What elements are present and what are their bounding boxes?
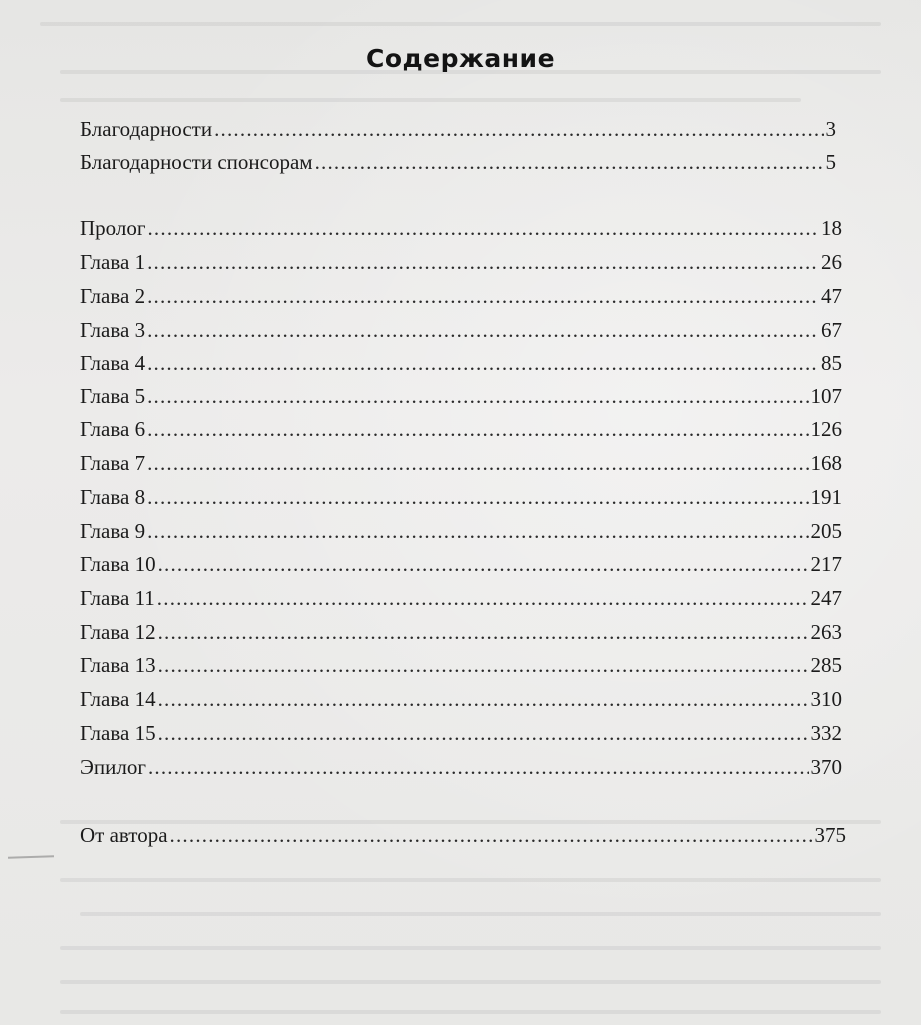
toc-entry-page: 107 xyxy=(810,384,842,408)
dot-leader xyxy=(147,516,808,546)
dot-leader xyxy=(147,315,819,345)
dot-leader xyxy=(158,718,809,748)
toc-entry-label: Глава 6 xyxy=(80,417,146,441)
toc-entry xyxy=(80,247,842,277)
toc-entry-label: Глава 11 xyxy=(80,586,155,610)
toc-entry xyxy=(80,414,842,444)
toc-entry xyxy=(80,147,836,177)
dot-leader xyxy=(315,147,824,177)
toc-entry xyxy=(80,617,842,647)
toc-entry xyxy=(80,820,846,850)
bleed-through-line xyxy=(60,878,881,882)
toc-entry-page: 375 xyxy=(814,823,846,847)
toc-entry-page: 47 xyxy=(821,284,842,308)
toc-entry-page: 332 xyxy=(810,721,842,745)
toc-entry-page: 67 xyxy=(821,318,842,342)
toc-entry xyxy=(80,281,842,311)
bleed-through-line xyxy=(80,912,881,916)
bleed-through-line xyxy=(60,946,881,950)
toc-entry-page: 285 xyxy=(810,653,842,677)
toc-entry-page: 263 xyxy=(810,620,842,644)
toc-entry xyxy=(80,348,842,378)
toc-entry xyxy=(80,684,842,714)
dot-leader xyxy=(157,583,809,613)
toc-entry-label: Глава 2 xyxy=(80,284,146,308)
toc-entry-page: 217 xyxy=(810,552,842,576)
dot-leader xyxy=(147,281,819,311)
toc-entry-label: Глава 12 xyxy=(80,620,156,644)
toc-entry xyxy=(80,213,842,243)
bleed-through-line xyxy=(60,98,801,102)
toc-entry-label: От автора xyxy=(80,823,168,847)
toc-entry-label: Глава 15 xyxy=(80,721,156,745)
toc-entry xyxy=(80,516,842,546)
toc-entry-label: Глава 8 xyxy=(80,485,146,509)
toc-entry xyxy=(80,718,842,748)
toc-entry xyxy=(80,583,842,613)
toc-entry-page: 85 xyxy=(821,351,842,375)
dot-leader xyxy=(147,247,819,277)
toc-entry xyxy=(80,315,842,345)
dot-leader xyxy=(147,482,808,512)
toc-entry-label: Глава 4 xyxy=(80,351,146,375)
dot-leader xyxy=(147,414,808,444)
bleed-through-line xyxy=(60,1010,881,1014)
toc-entry-label: Глава 1 xyxy=(80,250,146,274)
toc-entry-label: Глава 13 xyxy=(80,653,156,677)
toc-entry-page: 310 xyxy=(810,687,842,711)
dot-leader xyxy=(158,549,809,579)
toc-entry xyxy=(80,650,842,680)
toc-entry-label: Глава 3 xyxy=(80,318,146,342)
toc-entry xyxy=(80,448,842,478)
toc-entry xyxy=(80,482,842,512)
dot-leader xyxy=(147,348,819,378)
dot-leader xyxy=(147,381,808,411)
toc-entry-page: 126 xyxy=(810,417,842,441)
toc-entry xyxy=(80,381,842,411)
toc-entry-label: Глава 10 xyxy=(80,552,156,576)
bleed-through-line xyxy=(60,980,881,984)
toc-entry-label: Благодарности спонсорам xyxy=(80,150,313,174)
toc-entry xyxy=(80,752,842,782)
toc-entry-page: 5 xyxy=(825,150,836,174)
toc-entry-label: Глава 5 xyxy=(80,384,146,408)
toc-entry-label: Глава 7 xyxy=(80,451,146,475)
toc-entry-page: 205 xyxy=(810,519,842,543)
toc-entry-label: Глава 9 xyxy=(80,519,146,543)
dot-leader xyxy=(147,448,808,478)
page-title: Содержание xyxy=(365,44,556,73)
toc-entry-page: 3 xyxy=(825,117,836,141)
bleed-through-line xyxy=(40,22,881,26)
toc-entry xyxy=(80,549,842,579)
dot-leader xyxy=(147,213,819,243)
dot-leader xyxy=(148,752,809,782)
toc-entry-page: 191 xyxy=(810,485,842,509)
toc-entry xyxy=(80,114,836,144)
toc-entry-page: 18 xyxy=(821,216,842,240)
toc-entry-page: 247 xyxy=(810,586,842,610)
dot-leader xyxy=(158,684,809,714)
toc-entry-page: 26 xyxy=(821,250,842,274)
toc-entry-label: Эпилог xyxy=(80,755,146,779)
dot-leader xyxy=(214,114,823,144)
dot-leader xyxy=(158,617,809,647)
dot-leader xyxy=(158,650,809,680)
toc-entry-page: 168 xyxy=(810,451,842,475)
toc-entry-page: 370 xyxy=(810,755,842,779)
toc-entry-label: Пролог xyxy=(80,216,146,240)
toc-entry-label: Глава 14 xyxy=(80,687,156,711)
page-smudge xyxy=(8,855,54,859)
dot-leader xyxy=(170,820,813,850)
toc-entry-label: Благодарности xyxy=(80,117,213,141)
